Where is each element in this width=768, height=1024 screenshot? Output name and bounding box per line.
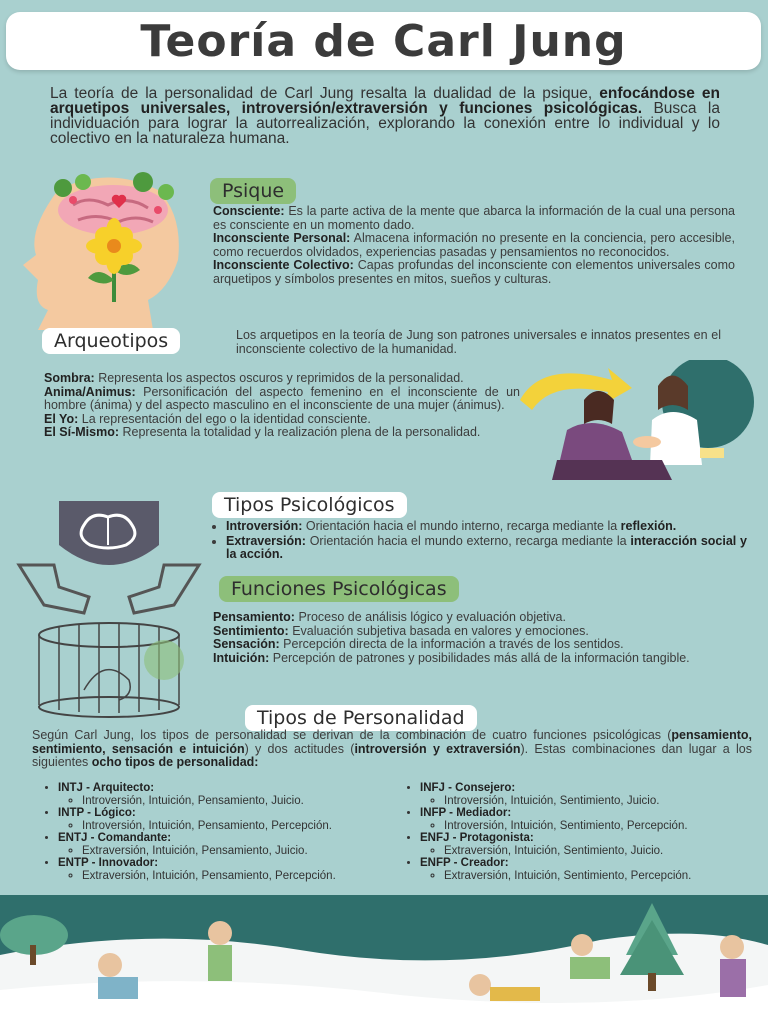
psique-item: Inconsciente Colectivo: Capas profundas del inconsciente con elementos universales como arquetipos y símbolos presentes en mitos, sueños y culturas. [213, 258, 735, 286]
personality-type: • INTJ - Arquitecto: ◦ Introversión, Intuición, Pensamiento, Juicio. [58, 782, 402, 807]
page-title: Teoría de Carl Jung [140, 15, 627, 67]
title-banner [6, 12, 761, 70]
personality-type: • INTP - Lógico: ◦ Introversión, Intuición, Pensamiento, Percepción. [58, 807, 402, 832]
funcion-item: Pensamiento: Proceso de análisis lógico y evaluación objetiva. [213, 610, 566, 624]
funciones-list [213, 611, 745, 665]
tipo-item: • Extraversión: Orientación hacia el mundo externo, recarga mediante la interacción social y la acción. [226, 535, 747, 562]
tipos-heading: Tipos Psicológicos [212, 492, 407, 518]
personalidad-intro: Según Carl Jung, los tipos de personalidad se derivan de la combinación de cuatro funciones psicológicas (pensamiento, sentimiento, sensación e intuición) y dos actitudes (introversión y extraversión). Estas combinaciones dan lugar a los siguientes ocho tipos de personalidad: [32, 728, 752, 769]
arquetipo-item: El Yo: La representación del ego o la identidad consciente. [44, 411, 371, 426]
personality-type: • INFJ - Consejero: ◦ Introversión, Intuición, Sentimiento, Juicio. [420, 782, 751, 807]
arquetipos-heading: Arqueotipos [42, 328, 180, 354]
psique-heading: Psique [210, 178, 296, 204]
arquetipo-item: Anima/Animus: Personificación del aspecto femenino en el inconsciente de un hombre (ánima) y del aspecto masculino en el inconsciente de una mujer (ánimus). [44, 384, 520, 412]
footer-landscape-illustration [0, 895, 768, 1024]
personalidad-heading: Tipos de Personalidad [245, 705, 477, 731]
arquetipo-item: Sombra: Representa los aspectos oscuros y reprimidos de la personalidad. [44, 371, 464, 385]
personality-type: • INFP - Mediador: ◦ Introversión, Intuición, Sentimiento, Percepción. [420, 807, 751, 832]
head-brain-illustration [18, 170, 198, 330]
funcion-item: Intuición: Percepción de patrones y posibilidades más allá de la información tangible. [213, 650, 690, 665]
psique-item: Consciente: Es la parte activa de la mente que abarca la información de la cual una persona es consciente en un momento dado. [213, 204, 735, 232]
personality-type: • ENTJ - Comandante: ◦ Extraversión, Intuición, Pensamiento, Juicio. [58, 832, 402, 857]
tipos-list [212, 520, 747, 563]
psique-list [213, 205, 735, 286]
personalidad-right-list [406, 782, 751, 882]
arquetipos-list [44, 372, 520, 440]
personality-type: • ENTP - Innovador: ◦ Extraversión, Intuición, Pensamiento, Percepción. [58, 857, 402, 882]
arquetipos-intro: Los arquetipos en la teoría de Jung son patrones universales e innatos presentes en el inconsciente colectivo de la humanidad. [236, 328, 721, 356]
therapy-illustration [512, 360, 762, 495]
tipo-item: • Introversión: Orientación hacia el mundo interno, recarga mediante la reflexión. [226, 520, 747, 534]
funcion-item: Sensación: Percepción directa de la información a través de los sentidos. [213, 637, 624, 651]
personality-type: • ENFP - Creador: ◦ Extraversión, Intuición, Sentimiento, Percepción. [420, 857, 751, 882]
intro-paragraph: La teoría de la personalidad de Carl Jung resalta la dualidad de la psique, enfocándose en arquetipos universales, introversión/extraversión y funciones psicológicas. Busca la individuación para lograr la autorrealización, explorando la conexión entre lo individual y lo colectivo en la naturaleza humana. [50, 85, 720, 147]
brain-hands-cage-illustration [14, 495, 204, 720]
personality-type: • ENFJ - Protagonista: ◦ Extraversión, Intuición, Sentimiento, Juicio. [420, 832, 751, 857]
funcion-item: Sentimiento: Evaluación subjetiva basada en valores y emociones. [213, 623, 589, 638]
funciones-heading: Funciones Psicológicas [219, 576, 459, 602]
personalidad-left-list [44, 782, 402, 882]
arquetipo-item: El Sí-Mismo: Representa la totalidad y la realización plena de la personalidad. [44, 425, 481, 439]
psique-item: Inconsciente Personal: Almacena información no presente en la conciencia, pero accesible, como recuerdos olvidados, experiencias pasadas y pensamientos no reconocidos. [213, 231, 735, 259]
